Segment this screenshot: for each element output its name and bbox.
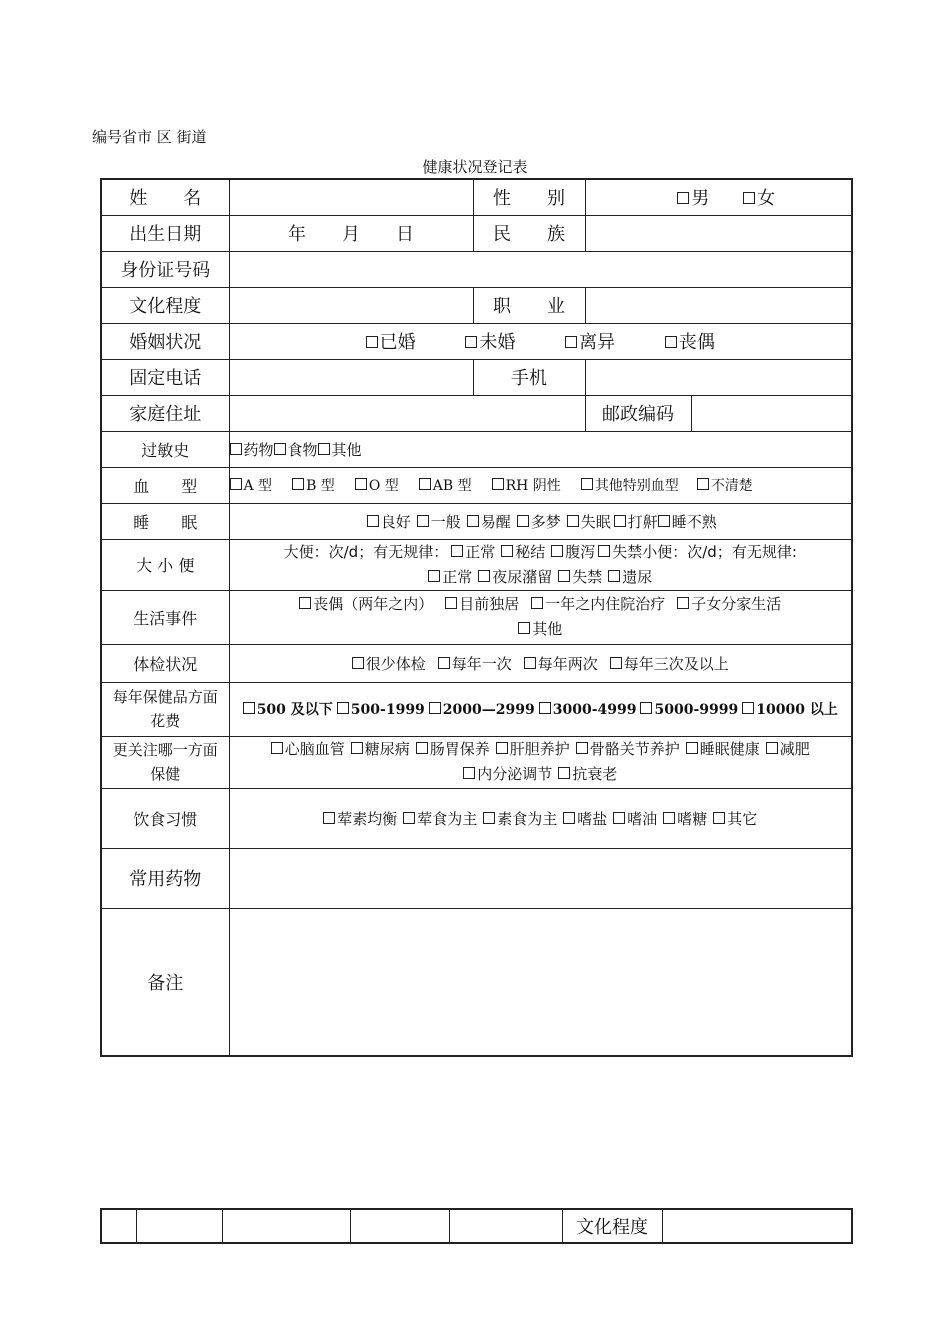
label-ethnic: 民 族 — [473, 215, 585, 251]
label-landline: 固定电话 — [101, 359, 229, 395]
checkbox-male[interactable]: 男 — [677, 184, 709, 210]
checkbox-icon — [355, 478, 367, 490]
excretion-bowel-text: 大便：次/d；有无规律： — [283, 542, 449, 561]
checkbox-liver[interactable]: 肝胆养护 — [496, 737, 570, 762]
checkbox-icon — [713, 812, 725, 824]
checkbox-icon — [581, 478, 593, 490]
life-events-options — [229, 590, 852, 644]
checkbox-icon — [563, 812, 575, 824]
checkbox-bones[interactable]: 骨骼关节养护 — [576, 737, 680, 762]
checkbox-icon — [416, 742, 428, 754]
checkbox-diet-vegetarian[interactable]: 素食为主 — [483, 808, 557, 829]
checkbox-icon — [551, 545, 563, 557]
checkbox-urine-retention[interactable]: 夜尿潴留 — [478, 565, 552, 590]
checkbox-icon — [686, 742, 698, 754]
checkbox-icon — [467, 515, 479, 527]
checkbox-icon — [501, 545, 513, 557]
checkbox-icon — [539, 702, 551, 714]
checkbox-icon — [463, 767, 475, 779]
checkbox-checkup-yearly[interactable]: 每年一次 — [438, 653, 512, 674]
checkbox-unmarried[interactable]: 未婚 — [465, 328, 515, 354]
row-concern — [101, 736, 852, 788]
row-address — [101, 395, 852, 431]
checkbox-drug-allergy[interactable]: 药物 — [230, 439, 274, 460]
label-remarks: 备注 — [101, 908, 229, 1056]
checkbox-icon — [766, 742, 778, 754]
input-medicine[interactable] — [229, 848, 852, 908]
checkbox-icon — [608, 570, 620, 582]
checkbox-icon — [658, 515, 670, 527]
checkbox-icon — [417, 515, 429, 527]
checkbox-icon — [576, 742, 588, 754]
checkbox-gastro[interactable]: 肠胃保养 — [416, 737, 490, 762]
label-mobile: 手机 — [473, 359, 585, 395]
checkbox-divorced[interactable]: 离异 — [565, 328, 615, 354]
checkup-options — [229, 644, 852, 682]
input-mobile[interactable] — [585, 359, 852, 395]
checkbox-icon — [742, 702, 754, 714]
row-checkup — [101, 644, 852, 682]
checkbox-diet-balanced[interactable]: 荤素均衡 — [323, 808, 397, 829]
checkbox-other-allergy[interactable]: 其他 — [318, 439, 362, 460]
row-blood-type — [101, 467, 852, 503]
checkbox-icon — [351, 742, 363, 754]
form-title: 健康状况登记表 — [422, 158, 528, 176]
checkbox-icon — [524, 657, 536, 669]
checkbox-icon — [517, 515, 529, 527]
input-birth-date[interactable]: 年 月 日 — [229, 215, 473, 251]
label-life-events: 生活事件 — [101, 590, 229, 644]
checkbox-blood-o[interactable]: O 型 — [355, 475, 399, 495]
label-education: 文化程度 — [101, 287, 229, 323]
checkbox-bowel-normal[interactable]: 正常 — [451, 540, 495, 565]
row-id — [101, 251, 852, 287]
checkbox-sleep-light[interactable]: 易醒 — [467, 511, 511, 532]
checkbox-icon — [558, 570, 570, 582]
checkbox-icon — [743, 192, 755, 204]
checkbox-blood-ab[interactable]: AB 型 — [419, 475, 472, 495]
input-id-number[interactable] — [229, 251, 852, 287]
checkbox-icon — [230, 478, 242, 490]
checkbox-icon — [665, 336, 677, 348]
form-number-line: 编号省市 区 街道 — [92, 128, 207, 146]
checkbox-icon — [677, 192, 689, 204]
checkbox-icon — [558, 767, 570, 779]
bottom-cell[interactable] — [662, 1209, 852, 1243]
row-birth — [101, 215, 852, 251]
checkbox-icon — [243, 702, 255, 714]
checkbox-icon — [598, 545, 610, 557]
checkbox-icon — [614, 515, 626, 527]
checkbox-icon — [428, 570, 440, 582]
input-postal-code[interactable] — [691, 395, 852, 431]
checkbox-spend-2000-2999[interactable]: 2000—2999 — [429, 702, 535, 718]
checkbox-icon — [429, 702, 441, 714]
checkbox-diet-oil[interactable]: 嗜油 — [613, 808, 657, 829]
checkbox-icon — [640, 702, 652, 714]
checkbox-icon — [403, 812, 415, 824]
checkbox-icon — [663, 812, 675, 824]
checkbox-life-event-other[interactable]: 其他 — [518, 617, 562, 642]
label-medicine: 常用药物 — [101, 848, 229, 908]
checkbox-checkup-thrice[interactable]: 每年三次及以上 — [610, 653, 729, 674]
bottom-cell[interactable] — [350, 1209, 449, 1243]
checkbox-children-moved-out[interactable]: 子女分家生活 — [677, 592, 781, 617]
input-education[interactable] — [229, 287, 473, 323]
label-id-number: 身份证号码 — [101, 251, 229, 287]
checkbox-blood-a[interactable]: A 型 — [230, 475, 273, 495]
sleep-options — [229, 503, 852, 539]
checkbox-icon — [438, 657, 450, 669]
checkbox-sleep-insomnia[interactable]: 失眠 — [567, 511, 611, 532]
row-sleep — [101, 503, 852, 539]
checkbox-icon — [697, 478, 709, 490]
checkbox-icon — [323, 812, 335, 824]
checkbox-female[interactable]: 女 — [743, 184, 775, 210]
checkbox-weight-loss[interactable]: 减肥 — [766, 737, 810, 762]
row-spending — [101, 682, 852, 736]
checkbox-icon — [478, 570, 490, 582]
row-allergy — [101, 431, 852, 467]
checkbox-spend-500[interactable]: 500 及以下 — [243, 699, 333, 719]
checkbox-checkup-twice[interactable]: 每年两次 — [524, 653, 598, 674]
row-medicine — [101, 848, 852, 908]
marital-options — [229, 323, 852, 359]
row-excretion — [101, 539, 852, 590]
label-checkup: 体检状况 — [101, 644, 229, 682]
gender-options — [585, 179, 852, 215]
checkbox-sleep-average[interactable]: 一般 — [417, 511, 461, 532]
checkbox-icon — [518, 622, 530, 634]
checkbox-blood-other[interactable]: 其他特别血型 — [581, 475, 679, 495]
row-phone — [101, 359, 852, 395]
checkbox-icon — [271, 742, 283, 754]
label-name: 姓 名 — [101, 179, 229, 215]
input-landline[interactable] — [229, 359, 473, 395]
checkbox-icon — [613, 812, 625, 824]
allergy-options — [229, 431, 852, 467]
label-birth: 出生日期 — [101, 215, 229, 251]
checkbox-bowel-constipation[interactable]: 秘结 — [501, 540, 545, 565]
label-address: 家庭住址 — [101, 395, 229, 431]
row-name — [101, 179, 852, 215]
concern-options — [229, 736, 852, 788]
checkbox-icon — [366, 336, 378, 348]
checkbox-bowel-incontinence[interactable]: 失禁小便：次/d；有无规律: — [598, 540, 797, 565]
bottom-cell[interactable] — [222, 1209, 350, 1243]
label-excretion: 大 小 便 — [101, 539, 229, 590]
label-diet: 饮食习惯 — [101, 788, 229, 848]
diet-options — [229, 788, 852, 848]
health-registration-form — [100, 178, 853, 1057]
label-concern: 更关注哪一方面保健 — [101, 736, 229, 788]
checkbox-hospitalized[interactable]: 一年之内住院治疗 — [531, 592, 665, 617]
checkbox-icon — [352, 657, 364, 669]
checkbox-icon — [465, 336, 477, 348]
row-diet — [101, 788, 852, 848]
checkbox-anti-aging[interactable]: 抗衰老 — [558, 762, 617, 787]
checkbox-diet-meat[interactable]: 荤食为主 — [403, 808, 477, 829]
checkbox-icon — [492, 478, 504, 490]
checkbox-icon — [367, 515, 379, 527]
row-remarks — [101, 908, 852, 1056]
checkbox-icon — [445, 597, 457, 609]
checkbox-sleep-snore[interactable]: 打鼾 — [614, 511, 658, 532]
label-gender: 性 别 — [473, 179, 585, 215]
label-postal-code: 邮政编码 — [585, 395, 691, 431]
input-occupation[interactable] — [585, 287, 852, 323]
bottom-row — [101, 1209, 852, 1243]
checkbox-urine-incontinence[interactable]: 失禁 — [558, 565, 602, 590]
checkbox-icon — [337, 702, 349, 714]
checkbox-widowed[interactable]: 丧偶 — [665, 328, 715, 354]
row-education — [101, 287, 852, 323]
input-ethnic[interactable] — [585, 215, 852, 251]
checkbox-blood-unknown[interactable]: 不清楚 — [697, 475, 753, 495]
bottom-partial-table — [100, 1208, 853, 1244]
checkbox-icon — [565, 336, 577, 348]
checkbox-living-alone[interactable]: 目前独居 — [445, 592, 519, 617]
checkbox-icon — [483, 812, 495, 824]
checkbox-checkup-rarely[interactable]: 很少体检 — [352, 653, 426, 674]
checkbox-bowel-diarrhea[interactable]: 腹泻 — [551, 540, 595, 565]
checkbox-sleep-dreams[interactable]: 多梦 — [517, 511, 561, 532]
input-name[interactable] — [229, 179, 473, 215]
checkbox-icon — [677, 597, 689, 609]
checkbox-icon — [567, 515, 579, 527]
bottom-cell[interactable] — [101, 1209, 136, 1243]
checkbox-icon — [299, 597, 311, 609]
input-address[interactable] — [229, 395, 585, 431]
row-life-events — [101, 590, 852, 644]
checkbox-blood-rh-negative[interactable]: RH 阴性 — [492, 475, 561, 495]
checkbox-spend-5000-9999[interactable]: 5000-9999 — [640, 702, 738, 718]
checkbox-icon — [292, 478, 304, 490]
label-sleep: 睡 眠 — [101, 503, 229, 539]
checkbox-icon — [318, 443, 330, 455]
label-spending: 每年保健品方面花费 — [101, 682, 229, 736]
label-allergy: 过敏史 — [101, 431, 229, 467]
blood-type-options — [229, 467, 852, 503]
checkbox-icon — [610, 657, 622, 669]
checkbox-urine-normal[interactable]: 正常 — [428, 565, 472, 590]
label-blood-type: 血 型 — [101, 467, 229, 503]
excretion-options — [229, 539, 852, 590]
label-marital: 婚姻状况 — [101, 323, 229, 359]
checkbox-icon — [274, 443, 286, 455]
checkbox-married[interactable]: 已婚 — [366, 328, 416, 354]
bottom-cell[interactable] — [136, 1209, 222, 1243]
label-occupation: 职 业 — [473, 287, 585, 323]
checkbox-icon — [531, 597, 543, 609]
checkbox-spend-500-1999[interactable]: 500-1999 — [337, 702, 425, 718]
bottom-label-education: 文化程度 — [562, 1209, 662, 1243]
checkbox-sleep-restless[interactable]: 睡不熟 — [658, 511, 717, 532]
spending-options — [229, 682, 852, 736]
checkbox-blood-b[interactable]: B 型 — [292, 475, 335, 495]
checkbox-urine-enuresis[interactable]: 遗尿 — [608, 565, 652, 590]
checkbox-cardio[interactable]: 心脑血管 — [271, 737, 345, 762]
checkbox-icon — [451, 545, 463, 557]
bottom-cell[interactable] — [449, 1209, 562, 1243]
checkbox-food-allergy[interactable]: 食物 — [274, 439, 318, 460]
checkbox-diet-other[interactable]: 其它 — [713, 808, 757, 829]
checkbox-sleep-health[interactable]: 睡眠健康 — [686, 737, 760, 762]
checkbox-endocrine[interactable]: 内分泌调节 — [463, 762, 552, 787]
row-marital — [101, 323, 852, 359]
checkbox-icon — [230, 443, 242, 455]
checkbox-icon — [419, 478, 431, 490]
checkbox-diet-sugar[interactable]: 嗜糖 — [663, 808, 707, 829]
checkbox-diet-salt[interactable]: 嗜盐 — [563, 808, 607, 829]
checkbox-diabetes[interactable]: 糖尿病 — [351, 737, 410, 762]
checkbox-spend-10000[interactable]: 10000 以上 — [742, 699, 838, 719]
checkbox-icon — [496, 742, 508, 754]
checkbox-spend-3000-4999[interactable]: 3000-4999 — [539, 702, 637, 718]
checkbox-sleep-good[interactable]: 良好 — [367, 511, 411, 532]
input-remarks[interactable] — [229, 908, 852, 1056]
checkbox-widowed-recent[interactable]: 丧偶（两年之内） — [299, 592, 433, 617]
